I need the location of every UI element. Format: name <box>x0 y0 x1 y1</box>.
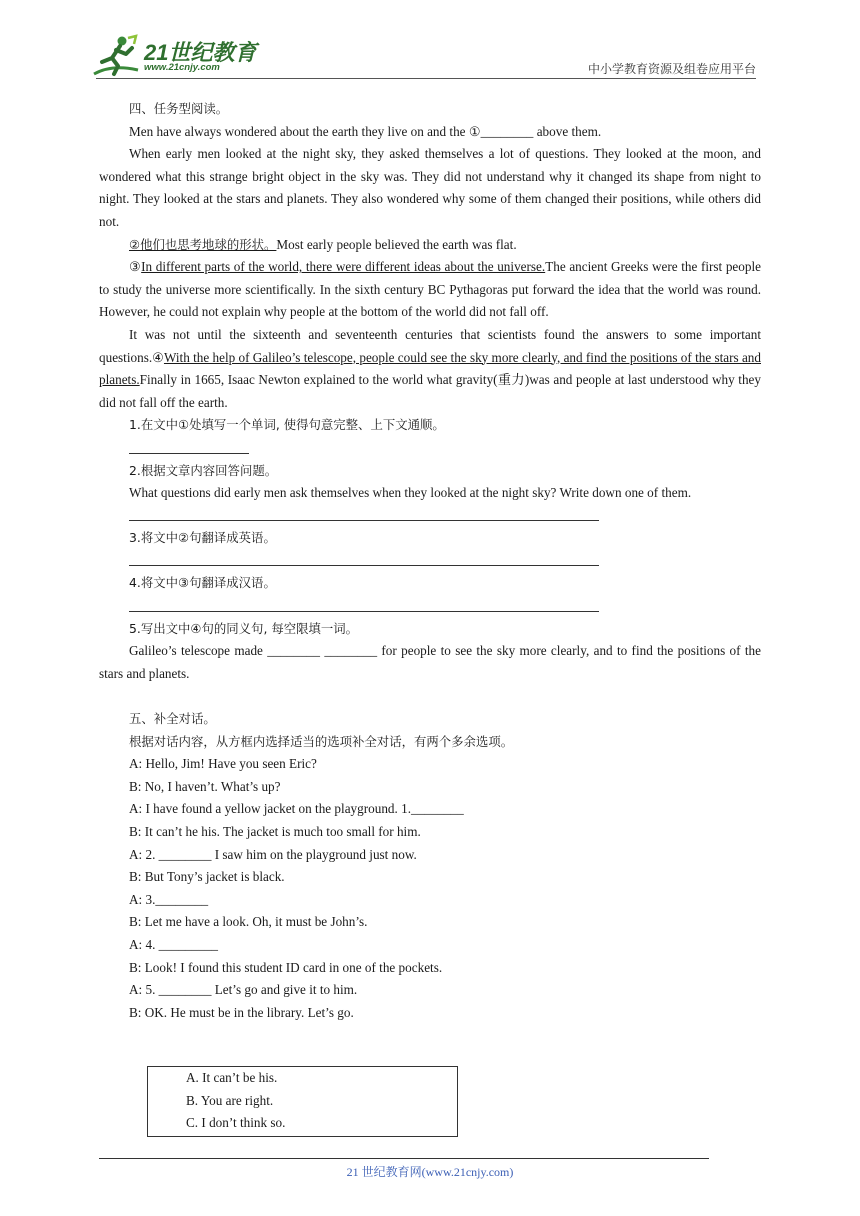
answer-line-4[interactable] <box>129 595 761 618</box>
option-a: A. It can’t be his. <box>186 1070 278 1085</box>
question-2: 2.根据文章内容回答问题。 <box>129 462 278 478</box>
paragraph-5-rest: Finally in 1665, Isaac Newton explained to the world what gravity(重力)was and people at last understood why they did not fall off the earth. <box>99 372 761 410</box>
answer-line-1[interactable] <box>129 437 761 460</box>
page-header <box>0 0 860 90</box>
section4-title: 四、任务型阅读。 <box>129 101 229 116</box>
question-4: 4.将文中③句翻译成汉语。 <box>129 575 276 591</box>
underlined-sentence-2: ②他们也思考地球的形状。 <box>129 236 277 252</box>
header-divider <box>96 78 756 79</box>
question-5-text: Galileo’s telescope made ________ ________ for people to see the sky more clearly, and to find the positions of the stars and planets. <box>99 643 761 681</box>
document-body <box>99 98 761 1024</box>
dialogue-line: A: 5. ________ Let’s go and give it to him. <box>129 982 358 998</box>
question-5: 5.写出文中④句的同义句, 每空限填一词。 <box>129 620 359 636</box>
dialogue-line: B: OK. He must be in the library. Let’s go. <box>129 1004 354 1020</box>
dialogue-line: A: 3.________ <box>129 891 209 907</box>
answer-line-3[interactable] <box>129 550 761 573</box>
passage-paragraph-1: Men have always wondered about the earth they live on and the ①________ above them. <box>129 123 602 139</box>
logo-url: www.21cnjy.com <box>144 62 220 73</box>
section5-instruction: 根据对话内容，从方框内选择适当的选项补全对话，有两个多余选项。 <box>129 733 514 749</box>
underlined-sentence-3: In different parts of the world, there were different ideas about the universe. <box>141 259 546 275</box>
paragraph-4-rest: The ancient Greeks were the first people to study the universe more scientifically. In the sixth century BC Pythagoras put forward the idea that the world was round. However, he could not explain why people at the bottom of the world did not fall off. <box>99 259 761 320</box>
option-c: C. I don’t think so. <box>186 1115 286 1131</box>
logo-text: 21世纪教育 <box>144 40 257 65</box>
runner-logo-icon <box>92 34 140 78</box>
dialogue-line: B: Look! I found this student ID card in one of the pockets. <box>129 959 443 975</box>
section5-title: 五、补全对话。 <box>129 711 216 727</box>
dialogue-line: B: It can’t he his. The jacket is much too small for him. <box>129 824 421 839</box>
passage-paragraph-5 <box>99 324 761 414</box>
option-b: B. You are right. <box>186 1092 274 1108</box>
dialogue-line: B: But Tony’s jacket is black. <box>129 869 285 885</box>
dialogue-line: A: Hello, Jim! Have you seen Eric? <box>129 756 317 772</box>
dialogue-line: B: Let me have a look. Oh, it must be John’s. <box>129 914 368 930</box>
dialogue <box>99 753 761 1024</box>
dialogue-line: A: I have found a yellow jacket on the playground. 1.________ <box>129 801 464 817</box>
site-logo <box>92 34 262 80</box>
answer-line-2[interactable] <box>129 505 761 528</box>
question-1: 1.在文中①处填写一个单词, 使得句意完整、上下文通顺。 <box>129 417 445 433</box>
paragraph-5-start: It was not until the sixteenth and seventeenth centuries that scientists found the answers to some important questions. <box>99 326 761 365</box>
question-2-text: What questions did early men ask themselves when they looked at the night sky? Write down one of them. <box>129 485 692 501</box>
marker-4: ④ <box>152 349 164 365</box>
passage-paragraph-3 <box>99 234 761 257</box>
question-3: 3.将文中②句翻译成英语。 <box>129 530 276 546</box>
header-platform-text: 中小学教育资源及组卷应用平台 <box>587 62 756 76</box>
underlined-sentence-4: With the help of Galileo’s telescope, people could see the sky more clearly, and find the positions of the stars and planets. <box>99 349 761 388</box>
footer-link[interactable]: 21 世纪教育网(www.21cnjy.com) <box>346 1165 514 1179</box>
dialogue-line: B: No, I haven’t. What’s up? <box>129 778 281 794</box>
dialogue-line: A: 4. _________ <box>129 936 219 952</box>
dialogue-line: A: 2. ________ I saw him on the playground just now. <box>129 846 417 862</box>
footer-divider <box>99 1158 709 1159</box>
passage-paragraph-4 <box>99 256 761 324</box>
paragraph-3-rest: Most early people believed the earth was flat. <box>276 236 517 252</box>
marker-3: ③ <box>129 259 142 275</box>
passage-paragraph-2: When early men looked at the night sky, they asked themselves a lot of questions. They looked at the moon, and wondered what this strange bright object in the sky was. They did not understand why it changed its shape from night to night. They looked at the stars and planets. They also wondered why some of them changed their positions, while others did not. <box>99 146 761 229</box>
options-box <box>147 1066 458 1137</box>
